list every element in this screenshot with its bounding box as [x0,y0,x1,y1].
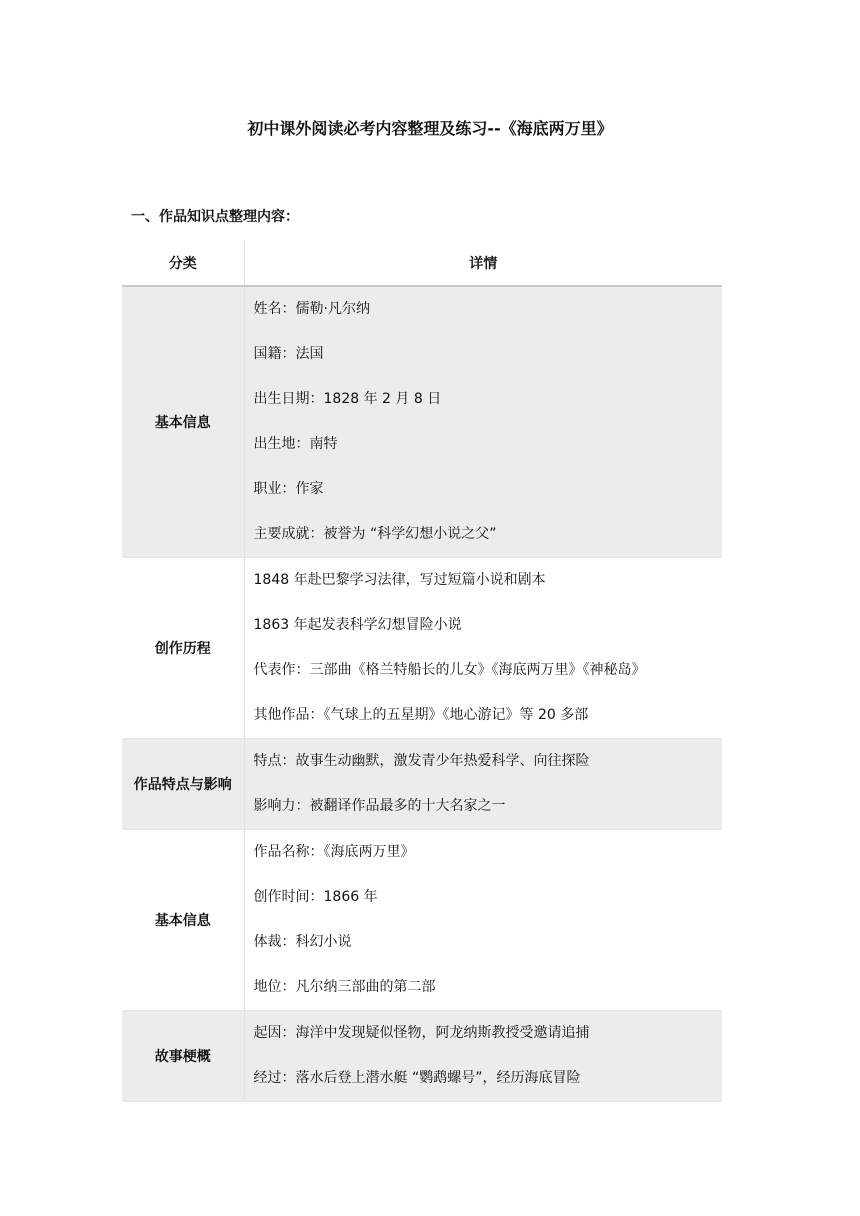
table-body [122,286,722,1102]
category-cell: 作品特点与影响 [122,739,244,830]
detail-line: 地位：凡尔纳三部曲的第二部 [253,979,436,995]
detail-line: 主要成就：被誉为 “科学幻想小说之父” [253,526,497,542]
section-heading: 一、作品知识点整理内容： [131,209,299,225]
table-row [122,558,722,739]
detail-line: 国籍：法国 [253,346,324,362]
detail-line: 起因：海洋中发现疑似怪物，阿龙纳斯教授受邀请追捕 [253,1025,590,1041]
table-row [122,1011,722,1102]
detail-line: 1848 年赴巴黎学习法律，写过短篇小说和剧本 [253,572,546,588]
details-cell [244,558,722,739]
category-cell: 基本信息 [122,830,244,1011]
details-cell [244,739,722,830]
detail-line: 体裁：科幻小说 [253,934,352,950]
table-row [122,739,722,830]
document-title: 初中课外阅读必考内容整理及练习--《海底两万里》 [247,119,613,138]
table-row [122,286,722,558]
table-header-row [122,240,722,286]
details-cell [244,1011,722,1102]
detail-line: 影响力：被翻译作品最多的十大名家之一 [253,798,506,814]
category-cell: 基本信息 [122,286,244,558]
detail-line: 其他作品：《气球上的五星期》《地心游记》等 20 多部 [253,707,589,723]
detail-line: 姓名：儒勒·凡尔纳 [253,301,370,317]
detail-line: 职业：作家 [253,481,324,497]
knowledge-table [122,240,722,1102]
detail-line: 作品名称：《海底两万里》 [253,844,415,860]
details-cell [244,286,722,558]
detail-line: 特点：故事生动幽默，激发青少年热爱科学、向往探险 [253,753,590,769]
table-row [122,830,722,1011]
detail-line: 1863 年起发表科学幻想冒险小说 [253,617,462,633]
detail-line: 代表作：三部曲《格兰特船长的儿女》《海底两万里》《神秘岛》 [253,662,646,678]
category-cell: 故事梗概 [122,1011,244,1102]
detail-line: 创作时间：1866 年 [253,889,378,905]
header-details: 详情 [244,240,722,286]
detail-line: 出生日期：1828 年 2 月 8 日 [253,391,442,407]
header-category: 分类 [122,240,244,286]
detail-line: 经过：落水后登上潜水艇 “鹦鹉螺号”，经历海底冒险 [253,1070,581,1086]
category-cell: 创作历程 [122,558,244,739]
details-cell [244,830,722,1011]
detail-line: 出生地：南特 [253,436,338,452]
